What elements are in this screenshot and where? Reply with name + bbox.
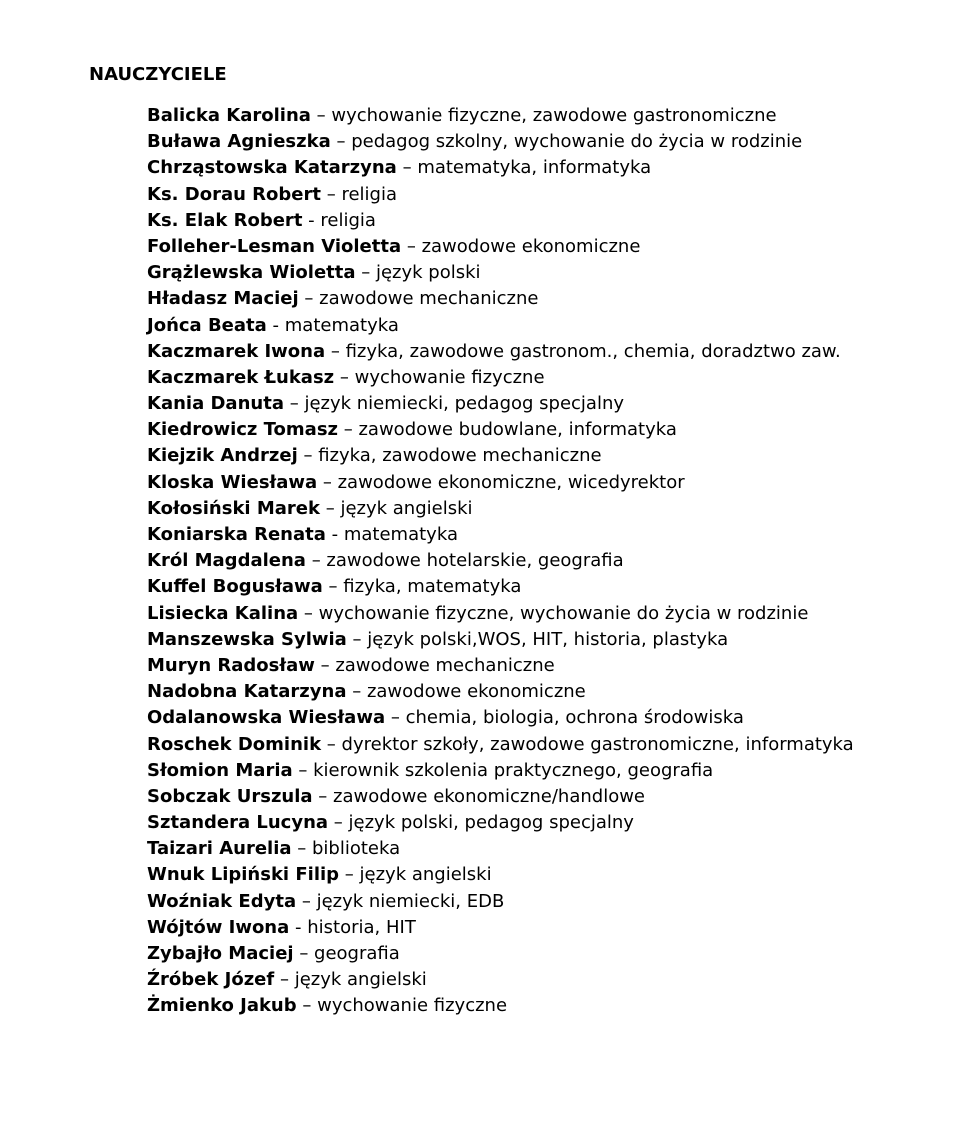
teacher-subjects: pedagog szkolny, wychowanie do życia w rodzinie [351,131,803,153]
separator-dash: – [299,943,309,964]
teacher-entry [147,862,854,888]
separator-dash: – [352,628,362,650]
separator-dash: – [297,838,307,860]
separator-dash: – [289,393,299,415]
teacher-subjects: język polski [375,262,481,284]
teacher-entry [147,470,854,496]
teacher-entry [147,941,854,967]
teacher-subjects: biblioteka [312,838,401,860]
teacher-subjects: język angielski [294,969,427,991]
teacher-entry [147,443,854,469]
teacher-subjects: język angielski [340,497,473,519]
teacher-entry [147,967,854,993]
separator-dash: – [304,288,314,310]
separator-dash: – [279,969,289,991]
separator-dash: – [336,131,346,153]
teacher-entry [147,182,854,208]
separator-dash: - [295,916,302,938]
teacher-subjects: wychowanie fizyczne, zawodowe gastronomiczne [331,105,777,126]
teacher-entry [147,705,854,731]
separator-dash: – [302,995,312,1017]
teacher-subjects: zawodowe ekonomiczne/handlowe [333,785,645,807]
separator-dash: – [330,340,340,362]
teacher-subjects: matematyka, informatyka [417,157,652,179]
teacher-name: Kiedrowicz Tomasz [147,419,339,441]
teacher-subjects: geografia [314,943,400,964]
separator-dash: – [303,602,313,624]
teacher-entry [147,836,854,862]
teacher-entry [147,993,854,1019]
teacher-subjects: język angielski [359,864,492,886]
teacher-entry [147,653,854,679]
separator-dash: – [320,654,330,676]
teacher-name: Zybajło Maciej [147,943,294,964]
teacher-subjects: zawodowe ekonomiczne, wicedyrektor [337,471,685,493]
teacher-subjects: zawodowe ekonomiczne [421,235,641,257]
teacher-subjects: zawodowe hotelarskie, geografia [326,550,624,572]
teacher-name: Źróbek Józef [147,969,275,991]
teacher-entry [147,810,854,836]
teacher-entry [147,260,854,286]
teacher-name: Buława Agnieszka [147,131,331,153]
separator-dash: – [316,105,326,126]
teacher-subjects: zawodowe ekonomiczne [366,681,586,703]
teacher-entry [147,574,854,600]
page-title: NAUCZYCIELE [89,64,227,85]
teacher-subjects: zawodowe mechaniczne [335,654,555,676]
teacher-subjects: język niemiecki, pedagog specjalny [304,393,625,415]
teacher-name: Kania Danuta [147,393,284,415]
teacher-subjects: wychowanie fizyczne [354,366,545,388]
separator-dash: - [272,314,280,336]
teacher-name: Jońca Beata [147,314,267,336]
teacher-subjects: historia, HIT [307,916,416,938]
teacher-name: Kiejzik Andrzej [147,445,298,467]
separator-dash: – [301,890,311,912]
teacher-entry [147,417,854,443]
teacher-name: Koniarska Renata [147,524,326,545]
teacher-name: Chrząstowska Katarzyna [147,157,397,179]
teacher-name: Słomion Maria [147,759,293,781]
teacher-name: Kloska Wiesława [147,471,318,493]
separator-dash: – [406,235,416,257]
teacher-name: Wnuk Lipiński Filip [147,864,340,886]
separator-dash: – [322,471,332,493]
separator-dash: – [326,183,336,205]
teacher-name: Woźniak Edyta [147,890,297,912]
separator-dash: – [333,812,343,834]
teacher-subjects: fizyka, matematyka [343,576,522,598]
teacher-entry [147,889,854,915]
separator-dash: – [390,707,400,729]
teacher-name: Taizari Aurelia [147,838,292,860]
teacher-name: Manszewska Sylwia [147,628,347,650]
teacher-name: Balicka Karolina [147,105,311,126]
teacher-entry [147,601,854,627]
teacher-name: Sobczak Urszula [147,785,313,807]
separator-dash: – [298,759,308,781]
teacher-subjects: wychowanie fizyczne [317,995,508,1017]
teacher-entry [147,208,854,234]
teacher-name: Kołosiński Marek [147,497,320,519]
teacher-subjects: język niemiecki, EDB [316,890,505,912]
separator-dash: – [343,419,353,441]
teacher-entry [147,391,854,417]
teacher-subjects: religia [320,209,376,231]
separator-dash: – [318,785,328,807]
teacher-entry [147,313,854,339]
teacher-subjects: język polski, pedagog specjalny [348,812,634,834]
teacher-entry [147,732,854,758]
teacher-name: Żmienko Jakub [147,995,297,1017]
teacher-entry [147,365,854,391]
teacher-entry [147,627,854,653]
teacher-entry [147,915,854,941]
teacher-entry [147,679,854,705]
separator-dash: – [311,550,321,572]
teacher-name: Roschek Dominik [147,733,322,755]
teacher-name: Wójtów Iwona [147,916,290,938]
teacher-entry [147,129,854,155]
teacher-name: Król Magdalena [147,550,306,572]
teacher-entry [147,155,854,181]
teacher-name: Muryn Radosław [147,654,315,676]
teacher-subjects: chemia, biologia, ochrona środowiska [405,707,744,729]
teacher-subjects: religia [341,183,397,205]
teacher-name: Ks. Elak Robert [147,209,303,231]
teacher-name: Kaczmarek Łukasz [147,366,335,388]
teacher-subjects: matematyka [343,524,458,545]
teacher-subjects: matematyka [284,314,399,336]
teacher-name: Nadobna Katarzyna [147,681,347,703]
teacher-name: Hładasz Maciej [147,288,299,310]
teacher-entry [147,522,854,548]
separator-dash: – [402,157,412,179]
teacher-entry [147,496,854,522]
separator-dash: – [361,262,371,284]
separator-dash: – [339,366,349,388]
teacher-name: Lisiecka Kalina [147,602,299,624]
teacher-entry [147,103,854,129]
teacher-name: Grążlewska Wioletta [147,262,356,284]
teacher-list [147,103,854,1020]
separator-dash: – [325,497,335,519]
separator-dash: – [344,864,354,886]
teacher-subjects: fizyka, zawodowe gastronom., chemia, doradztwo zaw. [345,340,841,362]
teacher-name: Kuffel Bogusława [147,576,323,598]
teacher-name: Sztandera Lucyna [147,812,329,834]
teacher-entry [147,339,854,365]
teacher-subjects: zawodowe budowlane, informatyka [358,419,677,441]
teacher-entry [147,758,854,784]
separator-dash: – [303,445,313,467]
teacher-subjects: język polski,WOS, HIT, historia, plastyka [367,628,729,650]
teacher-entry [147,784,854,810]
teacher-name: Ks. Dorau Robert [147,183,321,205]
separator-dash: – [352,681,362,703]
separator-dash: - [331,524,339,545]
teacher-subjects: wychowanie fizyczne, wychowanie do życia w rodzinie [318,602,809,624]
separator-dash: – [326,733,336,755]
separator-dash: - [308,209,315,231]
teacher-entry [147,286,854,312]
teacher-name: Kaczmarek Iwona [147,340,326,362]
teacher-entry [147,548,854,574]
teacher-name: Odalanowska Wiesława [147,707,386,729]
teacher-subjects: fizyka, zawodowe mechaniczne [318,445,602,467]
separator-dash: – [328,576,338,598]
teacher-subjects: kierownik szkolenia praktycznego, geografia [313,759,714,781]
teacher-entry [147,234,854,260]
teacher-subjects: dyrektor szkoły, zawodowe gastronomiczne, informatyka [341,733,854,755]
teacher-name: Folleher-Lesman Violetta [147,235,402,257]
teacher-subjects: zawodowe mechaniczne [319,288,539,310]
